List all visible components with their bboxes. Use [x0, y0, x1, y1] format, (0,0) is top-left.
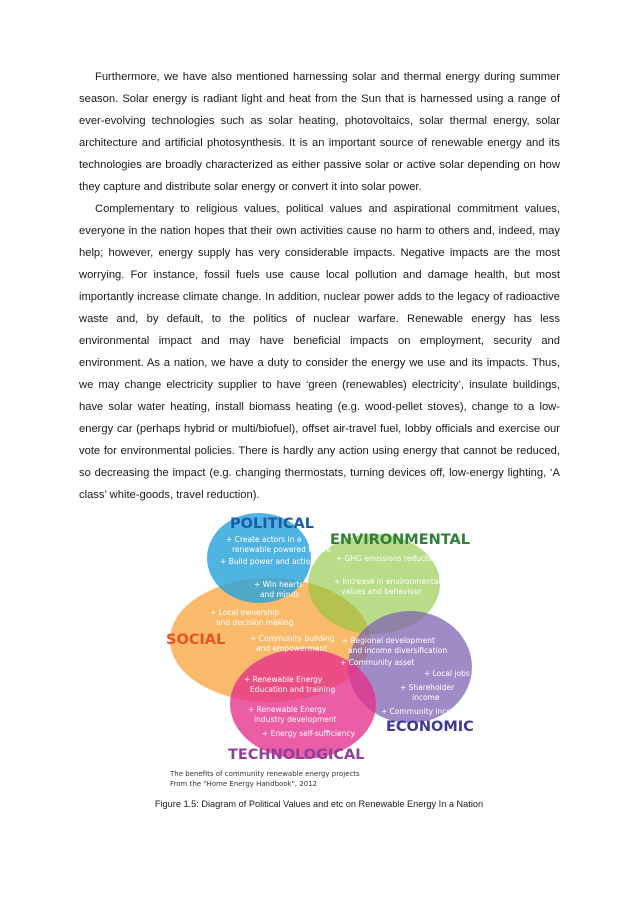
environmental-heading: ENVIRONMENTAL — [330, 532, 470, 548]
hearts-minds-item-b: and minds — [260, 590, 300, 599]
economic-item-1: + Regional development — [342, 636, 435, 645]
economic-item-4b: income — [412, 693, 440, 702]
environmental-item-2b: values and behaviour — [341, 587, 422, 596]
social-item-1b: and decision making — [216, 618, 294, 627]
political-item-2: + Build power and action — [220, 557, 316, 566]
venn-diagram — [160, 502, 480, 792]
paragraph-solar-energy — [79, 66, 560, 198]
diagram-source-line-2: From the "Home Energy Handbook", 2012 — [170, 780, 318, 788]
social-heading: SOCIAL — [166, 632, 226, 648]
political-item-1b: renewable powered future — [232, 545, 331, 554]
economic-item-3: + Local jobs — [424, 669, 470, 678]
social-item-2b: and empowerment — [256, 644, 328, 653]
technological-item-1: + Renewable Energy — [244, 675, 323, 684]
renewable-benefits-diagram — [160, 502, 480, 792]
technological-heading: TECHNOLOGICAL — [228, 747, 365, 763]
environmental-item-1: + GHG emissions reduction — [336, 554, 440, 563]
diagram-source-line-1: The benefits of community renewable energy projects — [170, 770, 360, 778]
economic-item-1b: and income diversification — [348, 646, 448, 655]
paragraph-energy-impacts — [79, 198, 560, 506]
technological-item-3: + Energy self-sufficiency — [262, 729, 355, 738]
political-item-1: + Create actors in a — [226, 535, 302, 544]
economic-item-2: + Community asset — [340, 658, 415, 667]
figure-caption: Figure 1.5: Diagram of Political Values and etc on Renewable Energy In a Nation — [154, 799, 484, 809]
hearts-minds-item: + Win hearts — [254, 580, 304, 589]
social-item-2: + Community building — [250, 634, 335, 643]
paragraph-1-text: Furthermore, we have also mentioned harnessing solar and thermal energy during summer season. Solar energy is radiant light and heat from the Sun that is harnessed using a range of ever-evolving technologies such as solar heating, photovoltaics, solar thermal energy, solar architecture and artificial photosynthesis. It is an important source of renewable energy and its technologies are broadly characterized as either passive solar or active solar depending on how they capture and distribute solar energy or convert it into solar power. — [79, 71, 560, 193]
technological-item-1b: Education and training — [250, 685, 336, 694]
political-heading: POLITICAL — [230, 516, 314, 532]
economic-heading: ECONOMIC — [386, 719, 474, 735]
paragraph-2-text: Complementary to religious values, political values and aspirational commitment values, everyone in the nation hopes that their own activities cause no harm to others and, indeed, may help; however, energy supply has very considerable impacts. Negative impacts are the most worrying. For instance, fossil fuels use cause local pollution and damage health, but most importantly increase climate change. In addition, nuclear power adds to the legacy of radioactive waste and, by default, to the politics of nuclear warfare. Renewable energy has less environmental impact and may have beneficial impacts on employment, security and environment. As a nation, we have a duty to consider the energy we use and its impacts. Thus, we may change electricity supplier to have ‘green (renewables) electricity’, insulate buildings, have solar water heating, install biomass heating (e.g. wood-pellet stoves), change to a low-energy car (perhaps hybrid or multi/biofuel), offset air-travel fuel, lobby officials and exercise our vote for environmental policies. There is hardly any action using energy that cannot be reduced, so decreasing the impact (e.g. changing thermostats, turning devices off, low-energy lighting, ‘A class’ white-goods, travel reduction). — [79, 203, 560, 501]
social-item-1: + Local ownership — [210, 608, 280, 617]
environmental-item-2: + Increase in environmental — [334, 577, 441, 586]
technological-item-2b: industry development — [254, 715, 337, 724]
economic-item-4: + Shareholder — [400, 683, 455, 692]
technological-item-2: + Renewable Energy — [248, 705, 327, 714]
economic-item-5: + Community income — [381, 707, 463, 716]
